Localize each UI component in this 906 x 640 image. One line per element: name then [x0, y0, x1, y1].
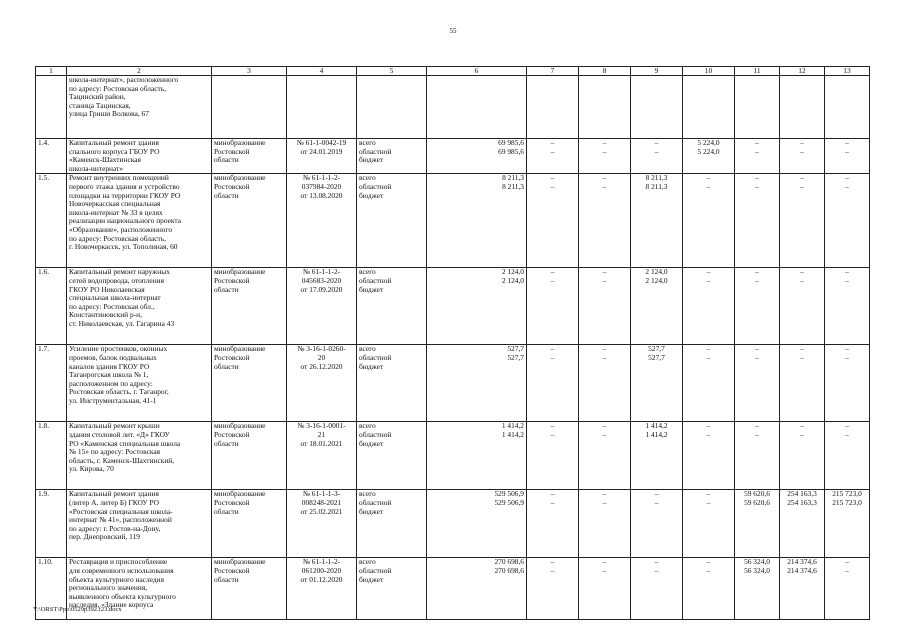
object-name: Капитальный ремонт здания (литер А, литер Б) ГКОУ РО «Ростовская специальная школа- интернат № 41», расположенной по адресу: г. Ростов-на-Дону, пер. Днепровский, 119: [67, 490, 212, 558]
amount-value: –: [755, 352, 759, 362]
amount-value: –: [845, 275, 849, 285]
amount-cell: [631, 268, 683, 345]
amount-cell: [427, 139, 527, 174]
responsible-org: минобразование Ростовской области: [212, 558, 287, 620]
header-cell: 5: [357, 67, 427, 76]
amount-cell: [427, 422, 527, 490]
amount-value: –: [602, 557, 607, 567]
amount-value: –: [845, 146, 849, 156]
amount-value: [685, 85, 732, 94]
amount-value: –: [800, 267, 804, 277]
amount-cell: [825, 345, 870, 422]
amount-value: –: [550, 267, 555, 277]
responsible-org: минобразование Ростовской области: [212, 174, 287, 268]
table-row: [36, 490, 870, 558]
responsible-org: минобразование Ростовской области: [212, 490, 287, 558]
funding-source: всего областной бюджет: [357, 139, 427, 174]
amount-value: –: [755, 429, 759, 439]
funding-source: всего областной бюджет: [357, 345, 427, 422]
object-name: Реставрация и приспособление для современного использования объекта культурного наследия регионального значения, выявленного объекта культурного наследия, «Здание корпуса: [67, 558, 212, 620]
responsible-org: минобразование Ростовской области: [212, 345, 287, 422]
document-ref: № 61-1-1-2- 037984-2020 от 13.08.2020: [287, 174, 357, 268]
amount-value: –: [654, 497, 659, 507]
amount-value: –: [706, 344, 711, 354]
amount-value: 8 211,3: [502, 173, 524, 183]
amount-value: 8 211,3: [645, 181, 668, 191]
amount-value: –: [845, 267, 849, 277]
amount-cell: [780, 139, 825, 174]
amount-value: –: [550, 344, 555, 354]
amount-cell: [735, 490, 780, 558]
header-cell: 11: [735, 67, 780, 76]
amount-cell: [780, 490, 825, 558]
header-cell: 4: [287, 67, 357, 76]
amount-cell: [735, 139, 780, 174]
amount-value: –: [755, 344, 759, 354]
amount-value: [633, 76, 680, 85]
amount-value: 527,7: [648, 352, 665, 362]
amount-cell: [527, 268, 579, 345]
amount-value: –: [550, 181, 555, 191]
item-number: 1.4.: [36, 139, 67, 174]
amount-cell: [579, 174, 631, 268]
amount-cell: [735, 558, 780, 620]
amount-cell: [683, 345, 735, 422]
amount-value: [429, 76, 524, 85]
amount-cell: [780, 174, 825, 268]
amount-cell: [683, 490, 735, 558]
amount-value: [827, 76, 867, 85]
amount-value: –: [845, 181, 849, 191]
object-name: школа-интернат», расположенного по адресу: Ростовская область, Тацинский район, станица Тацинская, улица Гриши Волкова, 67: [67, 76, 212, 139]
amount-cell: [527, 558, 579, 620]
amount-value: [581, 85, 628, 94]
amount-value: –: [800, 344, 804, 354]
amount-value: –: [602, 267, 607, 277]
amount-cell: [631, 345, 683, 422]
amount-value: –: [550, 138, 555, 147]
funding-source: всего областной бюджет: [357, 268, 427, 345]
amount-cell: [825, 139, 870, 174]
amount-cell: [735, 345, 780, 422]
amount-cell: [825, 490, 870, 558]
amount-cell: [631, 174, 683, 268]
document-ref: № 3-16-1-0260- 20 от 26.12.2020: [287, 345, 357, 422]
amount-value: –: [550, 146, 555, 156]
header-cell: 1: [36, 67, 67, 76]
amount-value: 270 698,6: [494, 565, 524, 575]
header-cell: 10: [683, 67, 735, 76]
funding-source: [357, 76, 427, 139]
amount-cell: [631, 490, 683, 558]
amount-value: –: [654, 138, 659, 147]
amount-value: –: [654, 489, 659, 499]
amount-value: –: [755, 267, 759, 277]
amount-cell: [780, 76, 825, 139]
amount-cell: [527, 139, 579, 174]
table-row: [36, 139, 870, 174]
amount-cell: [735, 76, 780, 139]
amount-value: –: [550, 275, 555, 285]
footer-file-path: Y:\ORST\Ppo\0529p392.f23.docx: [33, 606, 122, 613]
amount-cell: [527, 76, 579, 139]
amount-value: –: [845, 344, 849, 354]
amount-cell: [527, 490, 579, 558]
amount-value: [633, 85, 680, 94]
amount-value: 56 324,0: [744, 565, 770, 575]
amount-value: –: [800, 352, 804, 362]
header-cell: 12: [780, 67, 825, 76]
amount-value: –: [706, 173, 711, 183]
amount-value: 1 414,2: [501, 429, 524, 439]
amount-cell: [631, 139, 683, 174]
amount-cell: [427, 345, 527, 422]
amount-cell: [683, 268, 735, 345]
amount-cell: [683, 174, 735, 268]
amount-value: –: [550, 352, 555, 362]
amount-value: –: [602, 181, 607, 191]
document-ref: № 3-16-1-0001- 21 от 18.01.2021: [287, 422, 357, 490]
amount-value: –: [654, 557, 659, 567]
funding-source: всего областной бюджет: [357, 174, 427, 268]
amount-value: –: [706, 267, 711, 277]
amount-value: –: [755, 173, 759, 183]
amount-value: 1 414,2: [645, 429, 668, 439]
amount-cell: [735, 422, 780, 490]
amount-value: –: [845, 173, 849, 183]
amount-cell: [631, 76, 683, 139]
amount-value: –: [602, 146, 607, 156]
amount-value: 2 124,0: [645, 275, 668, 285]
amount-value: 2 124,0: [645, 267, 668, 277]
amount-value: 56 324,0: [744, 557, 770, 567]
amount-value: –: [602, 275, 607, 285]
amount-cell: [825, 558, 870, 620]
amount-cell: [579, 76, 631, 139]
document-ref: № 61-1-1-2- 061200-2020 от 01.12.2020: [287, 558, 357, 620]
amount-cell: [427, 268, 527, 345]
responsible-org: минобразование Ростовской области: [212, 139, 287, 174]
amount-value: –: [800, 138, 804, 147]
amount-value: –: [602, 173, 607, 183]
amount-value: –: [706, 557, 711, 567]
amount-value: –: [706, 497, 711, 507]
amount-value: 1 414,2: [501, 421, 524, 431]
item-number: 1.5.: [36, 174, 67, 268]
object-name: Капитальный ремонт здания спального корпуса ГБОУ РО «Каменск-Шахтинская школа-интернат»: [67, 139, 212, 174]
funding-source: всего областной бюджет: [357, 558, 427, 620]
amount-value: –: [602, 344, 607, 354]
amount-value: 69 985,6: [498, 146, 524, 156]
amount-value: –: [800, 275, 804, 285]
amount-value: –: [550, 429, 555, 439]
amount-value: [782, 76, 822, 85]
object-name: Капитальный ремонт крыши здания столовой лит. «Д» ГКОУ РО «Каменская специальная школа № 15» по адресу: Ростовская область, г. Каменск-Шахтинский, ул. Кирова, 70: [67, 422, 212, 490]
amount-value: –: [800, 429, 804, 439]
amount-value: –: [755, 138, 759, 147]
object-name: Ремонт внутренних помещений первого этажа здания и устройство площадки на территории ГКОУ РО Новочеркасская специальная школа-интернат № 33 в целях реализации национального проекта «Образование», расположенного по адресу: Ростовская область, г. Новочеркасск, ул. Тополиная, 60: [67, 174, 212, 268]
amount-value: 59 620,6: [744, 489, 770, 499]
responsible-org: минобразование Ростовской области: [212, 268, 287, 345]
amount-value: –: [706, 489, 711, 499]
amount-value: –: [706, 275, 711, 285]
amount-value: –: [845, 557, 849, 567]
amount-value: –: [845, 352, 849, 362]
amount-value: [529, 76, 576, 85]
amount-value: 215 723,0: [832, 497, 862, 507]
amount-cell: [579, 345, 631, 422]
item-number: 1.8.: [36, 422, 67, 490]
amount-value: [782, 85, 822, 94]
amount-cell: [579, 139, 631, 174]
amount-value: –: [800, 181, 804, 191]
amount-cell: [631, 422, 683, 490]
page-number: 55: [449, 27, 457, 35]
amount-value: 5 224,0: [697, 146, 720, 156]
amount-value: [429, 85, 524, 94]
amount-cell: [825, 76, 870, 139]
amount-value: 529 506,9: [494, 497, 524, 507]
amount-cell: [527, 345, 579, 422]
amount-cell: [780, 268, 825, 345]
amount-value: –: [550, 173, 555, 183]
amount-cell: [825, 268, 870, 345]
document-ref: № 61-1-1-2- 045683-2020 от 17.09.2020: [287, 268, 357, 345]
header-cell: 2: [67, 67, 212, 76]
amount-cell: [527, 174, 579, 268]
header-cell: 8: [579, 67, 631, 76]
amount-value: 254 163,3: [787, 489, 817, 499]
amount-value: 527,7: [507, 352, 524, 362]
amount-cell: [579, 490, 631, 558]
amount-value: [529, 85, 576, 94]
amount-value: 1 414,2: [645, 421, 668, 431]
amount-value: –: [706, 565, 711, 575]
amount-cell: [735, 268, 780, 345]
amount-value: –: [706, 352, 711, 362]
amount-cell: [780, 345, 825, 422]
amount-cell: [825, 422, 870, 490]
amount-value: 254 163,3: [787, 497, 817, 507]
amount-cell: [780, 558, 825, 620]
amount-cell: [579, 558, 631, 620]
table-row: [36, 268, 870, 345]
amount-value: –: [602, 489, 607, 499]
table-row: [36, 76, 870, 139]
amount-value: –: [602, 352, 607, 362]
amount-cell: [631, 558, 683, 620]
table-row: [36, 174, 870, 268]
amount-value: [737, 76, 777, 85]
amount-value: –: [550, 557, 555, 567]
amount-value: –: [550, 421, 555, 431]
amount-value: –: [550, 497, 555, 507]
responsible-org: [212, 76, 287, 139]
amount-value: –: [800, 421, 804, 431]
amount-value: –: [602, 565, 607, 575]
amount-value: –: [602, 497, 607, 507]
amount-value: –: [654, 565, 659, 575]
amount-value: 529 506,9: [494, 489, 524, 499]
amount-value: –: [845, 429, 849, 439]
table-row: [36, 422, 870, 490]
header-row: [36, 67, 870, 76]
amount-value: –: [602, 421, 607, 431]
amount-value: 215 723,0: [832, 489, 862, 499]
amount-value: –: [755, 421, 759, 431]
amount-value: 5 224,0: [697, 138, 720, 147]
item-number: 1.9.: [36, 490, 67, 558]
amount-value: [685, 76, 732, 85]
amount-value: 2 124,0: [501, 267, 524, 277]
amount-value: 8 211,3: [502, 181, 524, 191]
funding-source: всего областной бюджет: [357, 422, 427, 490]
amount-cell: [683, 76, 735, 139]
amount-cell: [579, 268, 631, 345]
amount-value: –: [845, 565, 849, 575]
amount-cell: [683, 139, 735, 174]
amount-value: 527,7: [507, 344, 524, 354]
amount-value: –: [706, 429, 711, 439]
amount-cell: [683, 558, 735, 620]
amount-value: 214 374,6: [787, 565, 817, 575]
header-cell: 9: [631, 67, 683, 76]
amount-value: –: [654, 146, 659, 156]
amount-value: [827, 85, 867, 94]
object-name: Капитальный ремонт наружных сетей водопровода, отопления ГКОУ РО Николаевская специальная школа-интернат по адресу: Ростовская обл., Константиновский р-н, ст. Николаевская, ул. Гагарина 43: [67, 268, 212, 345]
item-number: 1.6.: [36, 268, 67, 345]
amount-value: –: [550, 565, 555, 575]
item-number: [36, 76, 67, 139]
financing-table: [35, 66, 870, 620]
document-ref: № 61-1-1-3- 008248-2021 от 25.02.2021: [287, 490, 357, 558]
amount-value: –: [706, 421, 711, 431]
document-ref: № 61-1-0042-19 от 24.01.2019: [287, 139, 357, 174]
header-cell: 6: [427, 67, 527, 76]
amount-value: –: [800, 146, 804, 156]
amount-value: –: [602, 138, 607, 147]
amount-value: 527,7: [648, 344, 665, 354]
amount-value: –: [550, 489, 555, 499]
amount-value: [737, 85, 777, 94]
header-cell: 13: [825, 67, 870, 76]
funding-source: всего областной бюджет: [357, 490, 427, 558]
amount-value: 8 211,3: [645, 173, 668, 183]
amount-value: –: [602, 429, 607, 439]
amount-value: 2 124,0: [501, 275, 524, 285]
amount-cell: [579, 422, 631, 490]
table-row: [36, 558, 870, 620]
amount-value: –: [755, 146, 759, 156]
object-name: Усиление простенков, оконных проемов, балок подвальных каналов здания ГКОУ РО Таганрогская школа № 1, расположенном по адресу: Ростовская область, г. Таганрог, ул. Инструментальная, 41-1: [67, 345, 212, 422]
amount-cell: [427, 558, 527, 620]
amount-value: 214 374,6: [787, 557, 817, 567]
table-row: [36, 345, 870, 422]
responsible-org: минобразование Ростовской области: [212, 422, 287, 490]
amount-cell: [527, 422, 579, 490]
amount-value: –: [845, 421, 849, 431]
amount-value: 59 620,6: [744, 497, 770, 507]
amount-cell: [825, 174, 870, 268]
amount-value: 69 985,6: [498, 138, 524, 147]
amount-value: [581, 76, 628, 85]
amount-cell: [683, 422, 735, 490]
item-number: 1.7.: [36, 345, 67, 422]
amount-cell: [780, 422, 825, 490]
header-cell: 3: [212, 67, 287, 76]
amount-value: 270 698,6: [494, 557, 524, 567]
amount-cell: [735, 174, 780, 268]
amount-value: –: [755, 275, 759, 285]
amount-value: –: [845, 138, 849, 147]
amount-value: –: [755, 181, 759, 191]
item-number: 1.10.: [36, 558, 67, 620]
amount-cell: [427, 490, 527, 558]
document-ref: [287, 76, 357, 139]
header-cell: 7: [527, 67, 579, 76]
amount-value: –: [706, 181, 711, 191]
amount-cell: [427, 76, 527, 139]
amount-value: –: [800, 173, 804, 183]
amount-cell: [427, 174, 527, 268]
